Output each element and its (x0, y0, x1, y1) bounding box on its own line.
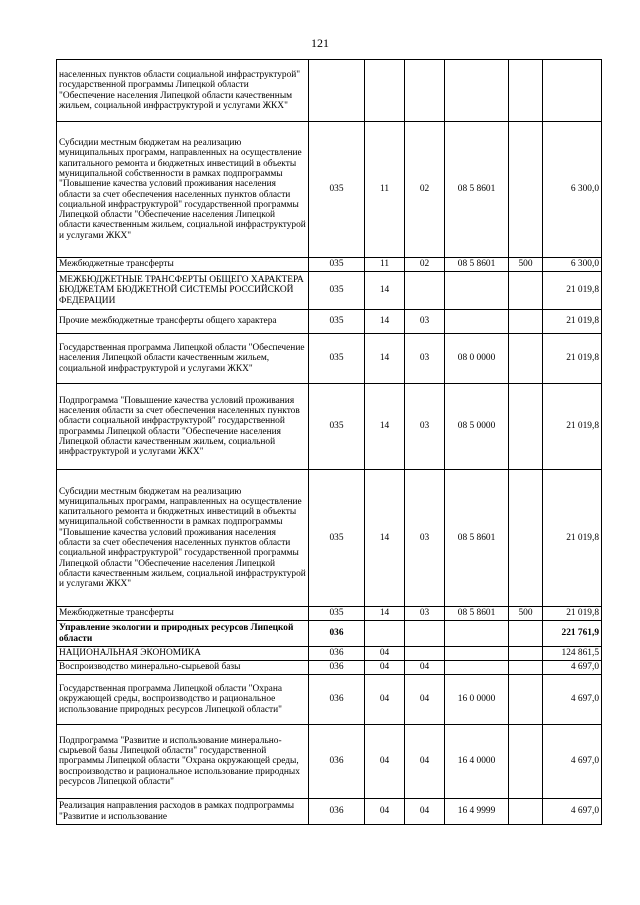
amount: 4 697,0 (543, 725, 602, 799)
table-row (57, 60, 602, 122)
item-name: Межбюджетные трансферты (57, 607, 309, 621)
section-code: 04 (365, 799, 405, 825)
amount: 21 019,8 (543, 470, 602, 607)
expense-type-code (509, 384, 543, 470)
ministry-code: 036 (309, 675, 365, 725)
item-name: населенных пунктов области социальной инфраструктурой" государственной программы Липецкой области "Обеспечение населения Липецкой области качественным жильем, социальной инфраструктурой и услугами ЖКХ" (57, 60, 309, 122)
expense-type-code (509, 675, 543, 725)
table-row (57, 647, 602, 661)
subsection-code: 04 (405, 661, 445, 675)
section-code: 14 (365, 272, 405, 310)
subsection-code: 03 (405, 334, 445, 384)
table-row (57, 661, 602, 675)
section-code: 14 (365, 470, 405, 607)
amount: 4 697,0 (543, 675, 602, 725)
target-article-code: 08 0 0000 (445, 334, 509, 384)
table-row (57, 470, 602, 607)
expense-type-code (509, 334, 543, 384)
target-article-code: 16 4 9999 (445, 799, 509, 825)
section-code: 04 (365, 661, 405, 675)
ministry-code (309, 60, 365, 122)
target-article-code: 08 5 0000 (445, 384, 509, 470)
amount: 21 019,8 (543, 272, 602, 310)
amount: 4 697,0 (543, 661, 602, 675)
target-article-code (445, 661, 509, 675)
item-name: Управление экологии и природных ресурсов Липецкой области (57, 621, 309, 647)
ministry-code: 036 (309, 661, 365, 675)
table-row (57, 799, 602, 825)
ministry-code: 035 (309, 607, 365, 621)
target-article-code: 08 5 8601 (445, 258, 509, 272)
subsection-code: 03 (405, 310, 445, 334)
subsection-code (405, 60, 445, 122)
expense-type-code (509, 122, 543, 258)
table-row (57, 258, 602, 272)
item-name: Воспроизводство минерально-сырьевой базы (57, 661, 309, 675)
item-name: НАЦИОНАЛЬНАЯ ЭКОНОМИКА (57, 647, 309, 661)
subsection-code (405, 272, 445, 310)
table-row (57, 675, 602, 725)
budget-table (56, 59, 602, 825)
amount: 221 761,9 (543, 621, 602, 647)
section-code (365, 621, 405, 647)
target-article-code: 08 5 8601 (445, 122, 509, 258)
target-article-code (445, 60, 509, 122)
amount: 6 300,0 (543, 122, 602, 258)
table-body (57, 60, 602, 825)
target-article-code (445, 621, 509, 647)
amount: 21 019,8 (543, 384, 602, 470)
expense-type-code: 500 (509, 258, 543, 272)
amount: 21 019,8 (543, 334, 602, 384)
ministry-code: 036 (309, 647, 365, 661)
ministry-code: 036 (309, 799, 365, 825)
section-code: 04 (365, 647, 405, 661)
table-row (57, 725, 602, 799)
target-article-code: 08 5 8601 (445, 607, 509, 621)
ministry-code: 036 (309, 725, 365, 799)
subsection-code: 04 (405, 725, 445, 799)
subsection-code: 03 (405, 384, 445, 470)
subsection-code: 04 (405, 675, 445, 725)
amount: 21 019,8 (543, 607, 602, 621)
target-article-code: 16 0 0000 (445, 675, 509, 725)
subsection-code: 02 (405, 258, 445, 272)
expense-type-code (509, 310, 543, 334)
table-row (57, 310, 602, 334)
item-name: Реализация направления расходов в рамках подпрограммы "Развитие и использование (57, 799, 309, 825)
amount: 124 861,5 (543, 647, 602, 661)
target-article-code: 08 5 8601 (445, 470, 509, 607)
section-code: 14 (365, 384, 405, 470)
section-code: 14 (365, 310, 405, 334)
expense-type-code (509, 725, 543, 799)
amount: 21 019,8 (543, 310, 602, 334)
item-name: Государственная программа Липецкой области "Обеспечение населения Липецкой области качественным жильем, социальной инфраструктурой и услугами ЖКХ" (57, 334, 309, 384)
table-row (57, 621, 602, 647)
item-name: МЕЖБЮДЖЕТНЫЕ ТРАНСФЕРТЫ ОБЩЕГО ХАРАКТЕРА БЮДЖЕТАМ БЮДЖЕТНОЙ СИСТЕМЫ РОССИЙСКОЙ ФЕДЕРАЦИИ (57, 272, 309, 310)
subsection-code (405, 621, 445, 647)
amount (543, 60, 602, 122)
ministry-code: 035 (309, 310, 365, 334)
ministry-code: 036 (309, 621, 365, 647)
ministry-code: 035 (309, 122, 365, 258)
ministry-code: 035 (309, 258, 365, 272)
section-code: 04 (365, 725, 405, 799)
ministry-code: 035 (309, 384, 365, 470)
table-row (57, 334, 602, 384)
section-code: 11 (365, 122, 405, 258)
section-code (365, 60, 405, 122)
table-row (57, 272, 602, 310)
item-name: Межбюджетные трансферты (57, 258, 309, 272)
page-number: 121 (311, 36, 329, 50)
amount: 4 697,0 (543, 799, 602, 825)
section-code: 14 (365, 607, 405, 621)
table-row (57, 122, 602, 258)
expense-type-code (509, 621, 543, 647)
expense-type-code (509, 470, 543, 607)
target-article-code (445, 647, 509, 661)
expense-type-code: 500 (509, 607, 543, 621)
table-row (57, 384, 602, 470)
subsection-code: 02 (405, 122, 445, 258)
expense-type-code (509, 661, 543, 675)
item-name: Подпрограмма "Развитие и использование минерально-сырьевой базы Липецкой области" государственной программы Липецкой области "Охрана окружающей среды, воспроизводство и рациональное использование природных ресурсов Липецкой области" (57, 725, 309, 799)
amount: 6 300,0 (543, 258, 602, 272)
item-name: Субсидии местным бюджетам на реализацию муниципальных программ, направленных на осуществление капитального ремонта и бюджетных инвестиций в объекты муниципальной собственности в рамках подпрограммы "Повышение качества условий проживания населения области за счет обеспечения населенных пунктов области социальной инфраструктурой" государственной программы Липецкой области "Обеспечение населения Липецкой области качественным жильем, социальной инфраструктурой и услугами ЖКХ" (57, 470, 309, 607)
section-code: 11 (365, 258, 405, 272)
section-code: 04 (365, 675, 405, 725)
section-code: 14 (365, 334, 405, 384)
ministry-code: 035 (309, 334, 365, 384)
item-name: Субсидии местным бюджетам на реализацию муниципальных программ, направленных на осуществление капитального ремонта и бюджетных инвестиций в объекты муниципальной собственности в рамках подпрограммы "Повышение качества условий проживания населения области за счет обеспечения населенных пунктов области социальной инфраструктурой" государственной программы Липецкой области "Обеспечение населения Липецкой области качественным жильем, социальной инфраструктурой и услугами ЖКХ" (57, 122, 309, 258)
expense-type-code (509, 647, 543, 661)
item-name: Государственная программа Липецкой области "Охрана окружающей среды, воспроизводство и рациональное использование природных ресурсов Липецкой области" (57, 675, 309, 725)
subsection-code: 03 (405, 607, 445, 621)
ministry-code: 035 (309, 272, 365, 310)
expense-type-code (509, 60, 543, 122)
target-article-code: 16 4 0000 (445, 725, 509, 799)
table-row (57, 607, 602, 621)
subsection-code: 03 (405, 470, 445, 607)
subsection-code (405, 647, 445, 661)
expense-type-code (509, 272, 543, 310)
target-article-code (445, 310, 509, 334)
ministry-code: 035 (309, 470, 365, 607)
item-name: Подпрограмма "Повышение качества условий проживания населения области за счет обеспечения населенных пунктов области социальной инфраструктурой" государственной программы Липецкой области "Обеспечение населения Липецкой области качественным жильем, социальной инфраструктурой и услугами ЖКХ" (57, 384, 309, 470)
expense-type-code (509, 799, 543, 825)
item-name: Прочие межбюджетные трансферты общего характера (57, 310, 309, 334)
subsection-code: 04 (405, 799, 445, 825)
target-article-code (445, 272, 509, 310)
